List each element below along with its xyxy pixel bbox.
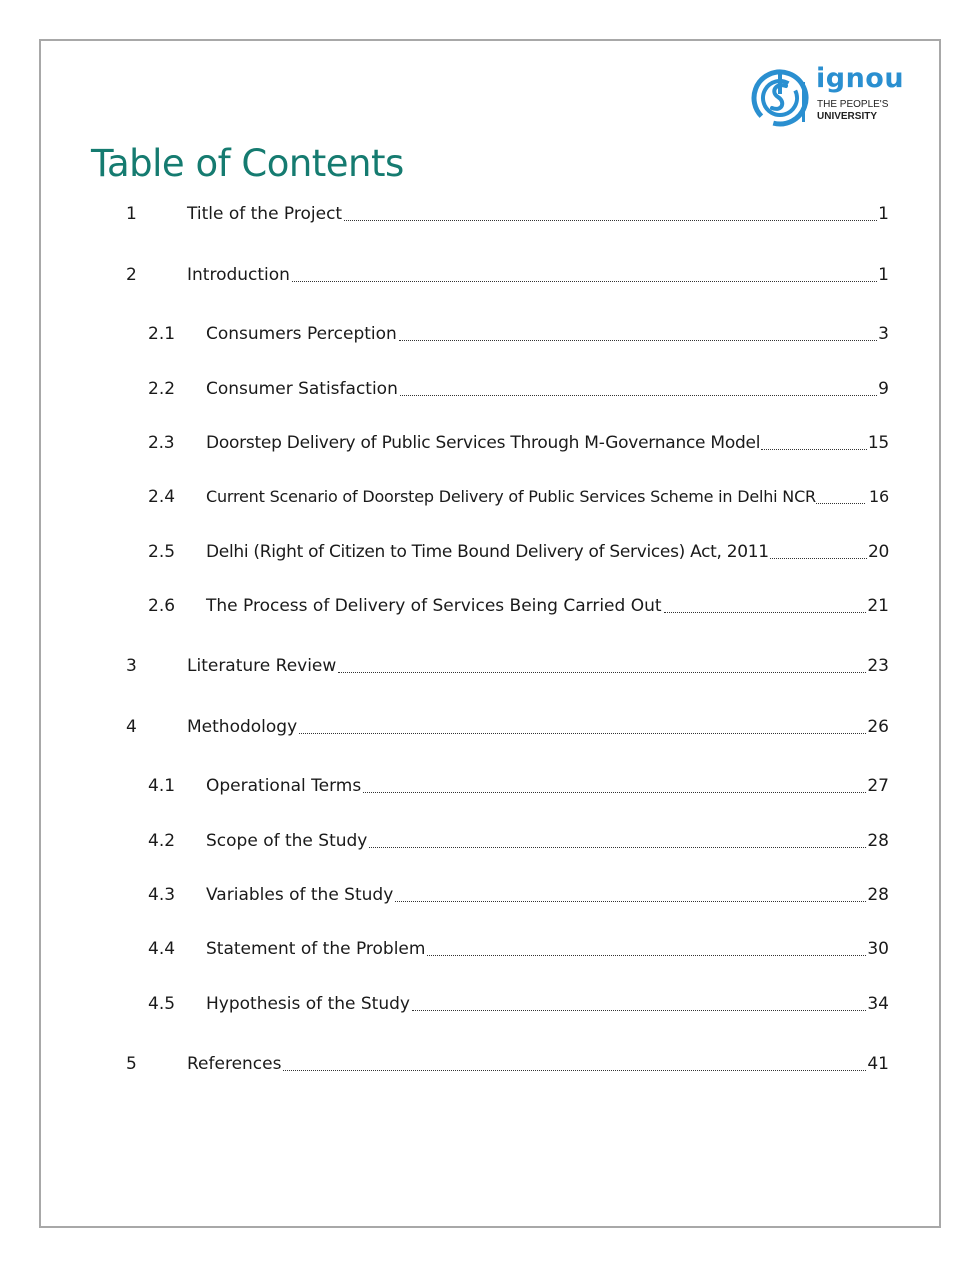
toc-entry-title: Hypothesis of the Study <box>206 994 410 1014</box>
toc-entry-page: 28 <box>867 885 889 905</box>
toc-dot-leader <box>412 1009 866 1011</box>
ignou-emblem-icon <box>750 68 810 128</box>
toc-entry-page: 20 <box>867 542 889 562</box>
toc-entry[interactable] <box>148 991 889 1017</box>
toc-entry[interactable] <box>148 484 889 510</box>
toc-entry-title: Literature Review <box>187 656 337 676</box>
toc-entry-number: 3 <box>126 656 137 676</box>
toc-entry-title: The Process of Delivery of Services Being Carried Out <box>206 596 662 616</box>
logo-tagline-line1: THE PEOPLE'S <box>817 99 889 110</box>
toc-entry-page: 23 <box>867 656 889 676</box>
toc-entry-page: 1 <box>878 265 889 285</box>
toc-dot-leader <box>292 280 877 282</box>
toc-entry-number: 2.4 <box>148 487 176 507</box>
toc-entry[interactable] <box>148 593 889 619</box>
toc-entry-title: Introduction <box>187 265 290 285</box>
toc-entry[interactable] <box>148 936 889 962</box>
toc-entry[interactable] <box>126 653 889 679</box>
toc-entry[interactable] <box>148 882 889 908</box>
toc-entry-number: 2.5 <box>148 542 176 562</box>
toc-entry-page: 41 <box>867 1054 889 1074</box>
toc-entry-number: 2.6 <box>148 596 176 616</box>
toc-entry-number: 1 <box>126 204 137 224</box>
toc-entry-title: Operational Terms <box>206 776 362 796</box>
toc-entry-number: 4.3 <box>148 885 176 905</box>
toc-entry-title: Consumers Perception <box>206 324 397 344</box>
toc-entry-page: 27 <box>867 776 889 796</box>
toc-entry-title: Methodology <box>187 717 298 737</box>
toc-entry-page: 28 <box>867 831 889 851</box>
toc-entry-title: Consumer Satisfaction <box>206 379 398 399</box>
ignou-logo <box>750 63 905 130</box>
toc-entry-title: Variables of the Study <box>206 885 394 905</box>
toc-entry-number: 4 <box>126 717 137 737</box>
toc-entry[interactable] <box>148 376 889 402</box>
toc-entry-title: Statement of the Problem <box>206 939 426 959</box>
toc-dot-leader <box>664 611 867 613</box>
toc-entry[interactable] <box>148 430 889 456</box>
toc-entry-page: 1 <box>878 204 889 224</box>
toc-dot-leader <box>283 1069 866 1071</box>
toc-entry[interactable] <box>126 1051 889 1077</box>
toc-entry[interactable] <box>126 714 889 740</box>
toc-entry-page: 15 <box>867 433 889 453</box>
toc-entry-page: 21 <box>867 596 889 616</box>
toc-entry[interactable] <box>148 828 889 854</box>
toc-entry-number: 2.2 <box>148 379 176 399</box>
toc-entry-number: 2.1 <box>148 324 176 344</box>
toc-entry-number: 5 <box>126 1054 137 1074</box>
toc-dot-leader <box>761 448 867 450</box>
toc-entry-title: Title of the Project <box>187 204 343 224</box>
toc-entry-number: 4.2 <box>148 831 176 851</box>
logo-tagline-line2: UNIVERSITY <box>817 111 878 122</box>
toc-dot-leader <box>400 394 877 396</box>
toc-entry-page: 16 <box>869 487 889 506</box>
toc-dot-leader <box>363 791 866 793</box>
toc-dot-leader <box>344 219 877 221</box>
toc-dot-leader <box>369 846 866 848</box>
toc-dot-leader <box>395 900 866 902</box>
toc-entry[interactable] <box>148 539 889 565</box>
toc-dot-leader <box>399 339 877 341</box>
toc-entry-title: Current Scenario of Doorstep Delivery of Public Services Scheme in Delhi NCR <box>206 487 816 506</box>
toc-dot-leader <box>427 954 866 956</box>
toc-entry-number: 4.4 <box>148 939 176 959</box>
toc-entry-title: Delhi (Right of Citizen to Time Bound Delivery of Services) Act, 2011 <box>206 542 769 562</box>
toc-dot-leader <box>338 671 866 673</box>
toc-entry-number: 2 <box>126 265 137 285</box>
toc-entry[interactable] <box>126 262 889 288</box>
toc-dot-leader <box>816 502 865 504</box>
toc-entry-page: 26 <box>867 717 889 737</box>
toc-entry-title: Scope of the Study <box>206 831 368 851</box>
toc-entry-page: 34 <box>867 994 889 1014</box>
toc-heading: Table of Contents <box>91 142 404 185</box>
toc-entry[interactable] <box>148 321 889 347</box>
toc-entry-page: 9 <box>878 379 889 399</box>
toc-entry-title: References <box>187 1054 282 1074</box>
toc-dot-leader <box>770 557 867 559</box>
toc-entry-page: 3 <box>878 324 889 344</box>
toc-entry[interactable] <box>126 201 889 227</box>
toc-entry[interactable] <box>148 773 889 799</box>
logo-wordmark: ignou <box>816 63 905 94</box>
toc-entry-page: 30 <box>867 939 889 959</box>
toc-entry-number: 4.1 <box>148 776 176 796</box>
toc-entry-title: Doorstep Delivery of Public Services Through M-Governance Model <box>206 433 761 453</box>
toc-entry-number: 4.5 <box>148 994 176 1014</box>
toc-entry-number: 2.3 <box>148 433 175 453</box>
toc-dot-leader <box>299 732 866 734</box>
